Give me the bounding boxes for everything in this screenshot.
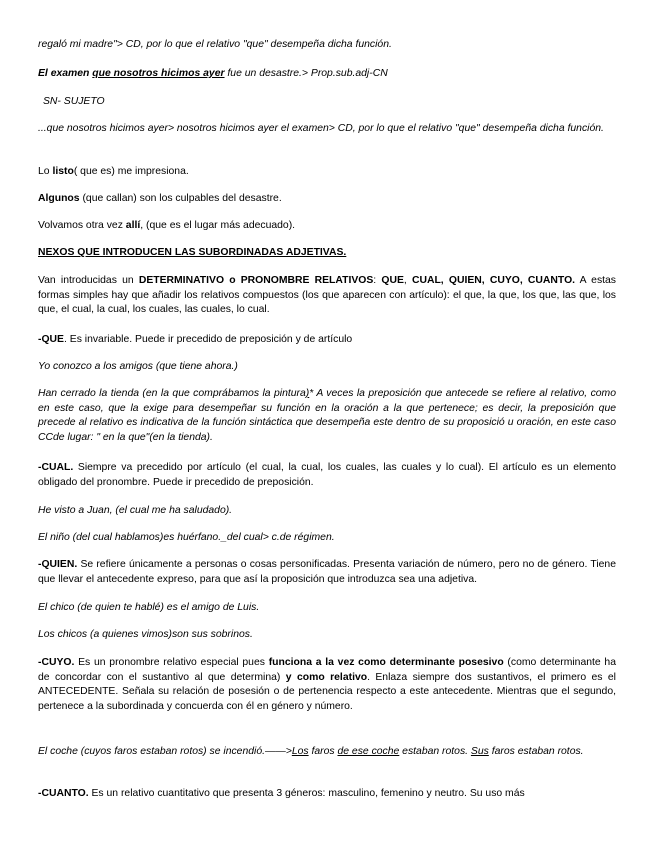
que-definition: [38, 333, 616, 348]
text-span: . Es invariable. Puede ir precedido de preposición y de artículo: [63, 334, 353, 345]
text-span: (como determinante ha de concordar con el sustantivo al que determina): [38, 657, 616, 683]
cual-example-1: He visto a Juan, (el cual me ha saludado).: [38, 505, 233, 516]
section-heading: NEXOS QUE INTRODUCEN LAS SUBORDINADAS ADJETIVAS.: [38, 247, 347, 258]
text-span: faros estaban rotos.: [488, 746, 584, 757]
text-span: ,: [403, 275, 412, 286]
quien-example-2: Los chicos (a quienes vimos)son sus sobrinos.: [38, 629, 253, 640]
cual-example-2: [38, 531, 616, 546]
que-example-2: [38, 387, 616, 445]
text-span: Es un relativo cuantitativo que presenta 3 géneros: masculino, femenino y neutro. Su uso más: [88, 788, 525, 799]
quien-example-1: El chico (de quien te hablé) es el amigo de Luis.: [38, 602, 260, 613]
text-span: :: [373, 275, 382, 286]
underlined-span: Sus: [470, 746, 489, 757]
text-span: Van introducidas un: [38, 275, 139, 286]
bold-term: -CUANTO.: [38, 788, 89, 799]
text-span: Se refiere únicamente a personas o cosas personificadas. Presenta variación de número, pero no de género. Tiene que llevar el antecedente expreso, para que así la proposición que introduzca sea una adjetiva.: [38, 559, 616, 585]
paragraph-nexos: [38, 274, 616, 318]
text-span: El niño (del cual hablamos)es huérfano.: [38, 532, 222, 543]
bold-term: QUE: [381, 275, 404, 286]
text-span: > c.de régimen.: [262, 532, 335, 543]
text-span: faros: [308, 746, 338, 757]
text-span: (que callan) son los culpables del desastre.: [79, 193, 282, 204]
cual-definition: [38, 461, 616, 490]
que-example-1: Yo conozco a los amigos (que tiene ahora.): [38, 361, 238, 372]
bold-term: -CUYO.: [38, 657, 75, 668]
cuanto-definition: [38, 787, 616, 802]
example-algunos: [38, 192, 616, 207]
text-span: A estas formas simples hay que añadir los relativos compuestos (los que aparecen con artículo): el que, la que, los que, las que, los que, el cual, la cual, los cuales, las cuales, lo cual.: [38, 275, 616, 315]
text-span: El coche (cuyos faros estaban rotos) se incendió.——>: [38, 746, 292, 757]
bold-term: y como relativo: [285, 671, 368, 683]
bold-term: -QUE: [38, 334, 64, 345]
example-el-examen: [38, 67, 616, 82]
quien-definition: [38, 558, 616, 587]
bold-term: -QUIEN.: [38, 559, 78, 570]
analysis-line: ...que nosotros hicimos ayer> nosotros hicimos ayer el examen> CD, por lo que el relativo "que" desempeña dicha función.: [38, 123, 604, 134]
sn-sujeto-label: SN- SUJETO: [43, 96, 105, 107]
text-span: estaban rotos.: [399, 746, 471, 757]
underlined-span: ): [305, 388, 310, 399]
text-span: . Enlaza siempre dos sustantivos, el primero es el ANTECEDENTE. Señala su relación de posesión o de pertenencia respecto a este antecedente. Mientras que el segundo, pertenece a la subordinada y concuerda con él en género y número.: [38, 671, 616, 712]
underlined-span: Los: [291, 746, 309, 757]
example-relative-clause: que nosotros hicimos ayer: [92, 68, 225, 79]
bold-word: Algunos: [38, 193, 80, 204]
text-span: Lo: [38, 166, 53, 177]
bold-term: DETERMINATIVO o PRONOMBRE RELATIVOS: [138, 275, 374, 286]
text-span: _del cual: [221, 532, 263, 543]
bold-term: funciona a la vez como determinante posesivo: [268, 657, 504, 668]
text-span: Volvamos otra vez: [38, 220, 126, 231]
text-span: Han cerrado la tienda (en la que comprábamos la pintura: [38, 388, 306, 399]
example-rest: fue un desastre.> Prop.sub.adj-CN: [227, 68, 388, 79]
underlined-span: de ese coche: [337, 746, 400, 757]
example-alli: [38, 219, 616, 234]
bold-word: listo: [52, 166, 74, 177]
line-regalo: regaló mi madre"> CD, por lo que el relativo "que" desempeña dicha función.: [38, 39, 392, 50]
text-span: Es un pronombre relativo especial pues: [74, 657, 269, 668]
text-span: ( que es) me impresiona.: [73, 166, 189, 177]
cuyo-definition: [38, 656, 616, 714]
text-span: , (que es el lugar más adecuado).: [140, 220, 296, 231]
bold-term: -CUAL.: [38, 462, 74, 473]
text-span: Siempre va precedido por artículo (el cual, la cual, los cuales, las cuales y lo cual). El artículo es un elemento obligado del pronombre. Puede ir precedido de preposición.: [38, 462, 616, 488]
bold-term: CUAL, QUIEN, CUYO, CUANTO.: [411, 275, 576, 286]
cuyo-example: [38, 745, 616, 760]
text-span: * A veces la preposición que antecede se refiere al relativo, como en este caso, que la exige para desempeñar su función en la oración a la que pertenece; es decir, la preposición que precede al relativo es indicativa de la función sintáctica que desempeña este dentro de su proposició u oración, en este caso CCde lugar: " en la que"(en la tienda).: [38, 388, 616, 443]
example-lo-listo: [38, 165, 616, 180]
example-subject: El examen: [38, 68, 90, 79]
bold-word: allí: [125, 220, 141, 231]
